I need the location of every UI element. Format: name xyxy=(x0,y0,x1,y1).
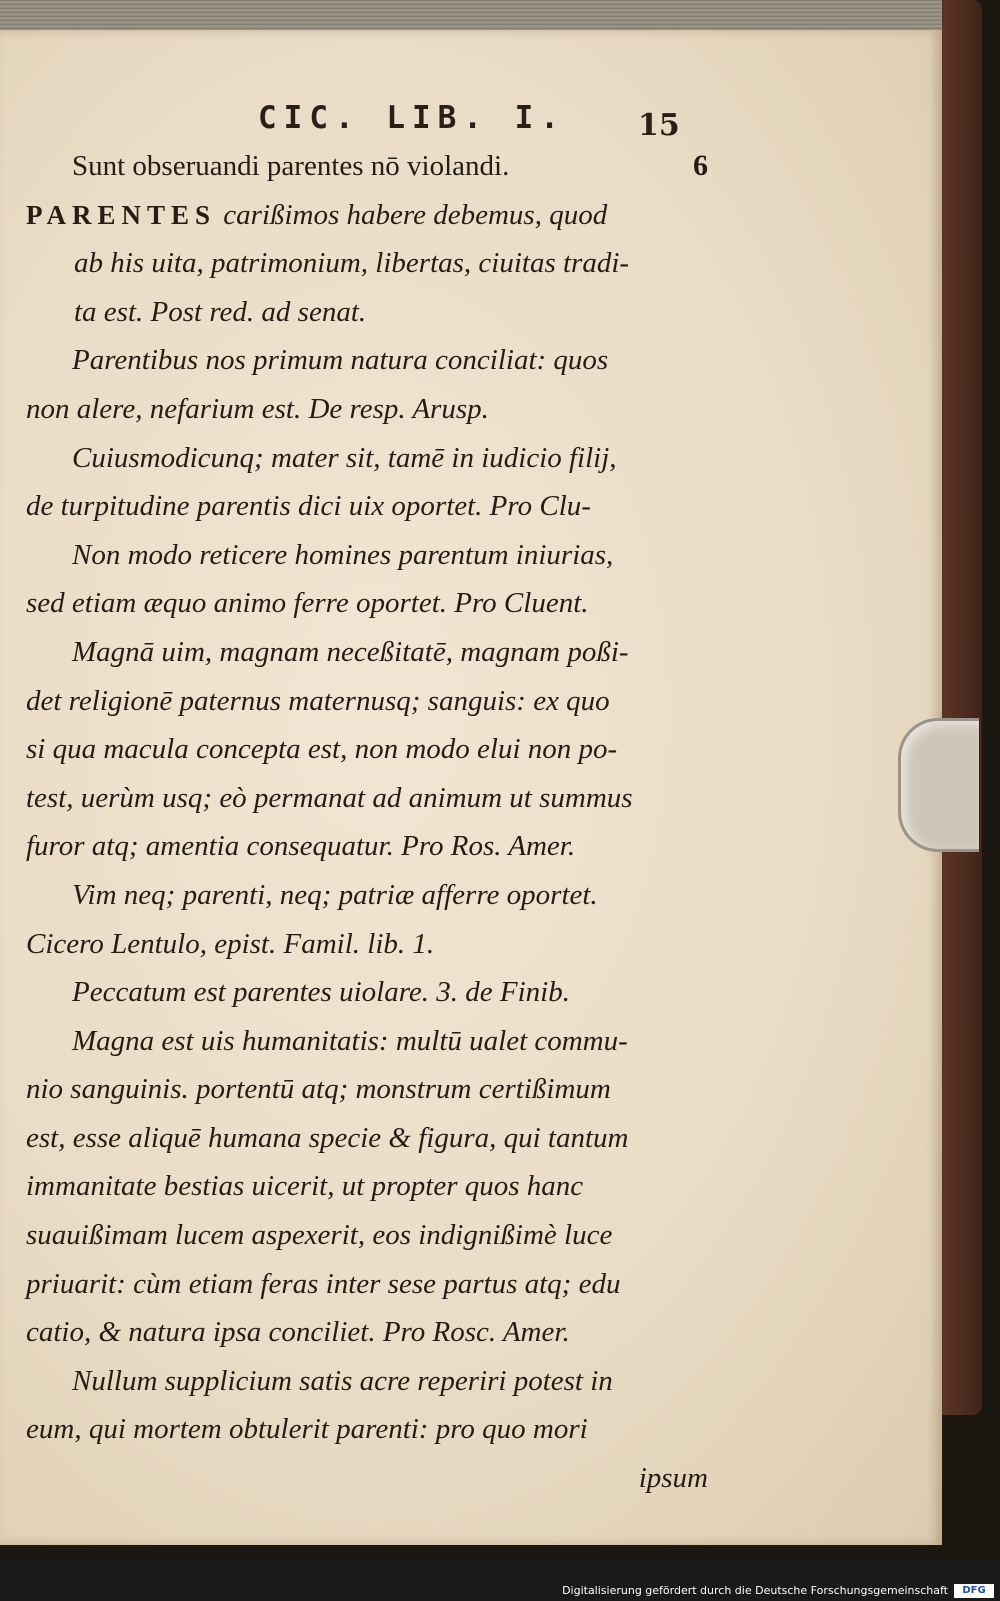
page-number: 15 xyxy=(638,108,680,143)
line-text: Sunt obseruandi parentes nō violandi. xyxy=(72,150,510,182)
line-text: Cuiusmodicunq; mater sit, tamē in iudicio filij, xyxy=(72,441,617,474)
text-line xyxy=(26,142,716,191)
line-text: non alere, nefarium est. De resp. Arusp. xyxy=(26,392,489,425)
line-text: ab his uita, patrimonium, libertas, ciuitas tradi- xyxy=(74,247,630,280)
text-line xyxy=(26,968,716,1017)
line-text: Non modo reticere homines parentum iniurias, xyxy=(72,538,614,571)
initial-caps-word: PARENTES xyxy=(26,199,217,230)
text-line xyxy=(26,822,716,871)
text-line xyxy=(26,1114,716,1163)
line-text: Magna est uis humanitatis: multū ualet commu- xyxy=(72,1024,628,1057)
line-text: furor atq; amentia consequatur. Pro Ros. Amer. xyxy=(26,830,576,863)
text-line xyxy=(26,579,716,628)
line-text: Parentibus nos primum natura conciliat: quos xyxy=(72,344,609,377)
text-line xyxy=(26,1162,716,1211)
text-line xyxy=(26,336,716,385)
footer-bar xyxy=(0,1559,1000,1601)
signature-mark: 6 xyxy=(693,149,708,182)
line-text: det religionē paternus maternusq; sanguis: ex quo xyxy=(26,684,610,717)
text-line xyxy=(26,434,716,483)
text-line xyxy=(26,288,716,337)
running-head: CIC. LIB. I. xyxy=(258,100,566,136)
line-text: priuarit: cùm etiam feras inter sese partus atq; edu xyxy=(26,1267,621,1300)
footer-credit: Digitalisierung gefördert durch die Deutsche Forschungsgemeinschaft xyxy=(562,1584,948,1597)
text-line xyxy=(26,1211,716,1260)
text-line xyxy=(26,531,716,580)
text-line xyxy=(26,677,716,726)
text-line xyxy=(26,385,716,434)
text-line: PARENTES carißimos habere debemus, quod xyxy=(26,198,608,231)
line-text: test, uerùm usq; eò permanat ad animum ut summus xyxy=(26,781,633,814)
line-text: nio sanguinis. portentū atq; monstrum certißimum xyxy=(26,1073,611,1106)
text-line xyxy=(26,774,716,823)
text-line xyxy=(26,1308,716,1357)
text-line xyxy=(26,1017,716,1066)
page-clip xyxy=(898,718,979,852)
text-line xyxy=(26,1405,716,1454)
text-line xyxy=(26,1260,716,1309)
line-text: Cicero Lentulo, epist. Famil. lib. 1. xyxy=(26,927,435,960)
text-line xyxy=(26,482,716,531)
dfg-logo: DFG xyxy=(954,1584,994,1598)
line-text: Vim neq; parenti, neq; patriæ afferre oportet. xyxy=(72,878,598,911)
line-text: Magnā uim, magnam neceßitatē, magnam poßi- xyxy=(72,635,629,668)
line-text: est, esse aliquē humana specie & figura, qui tantum xyxy=(26,1121,629,1154)
line-text: si qua macula concepta est, non modo elui non po- xyxy=(26,733,618,766)
text-line xyxy=(26,920,716,969)
line-text: sed etiam æquo animo ferre oportet. Pro Cluent. xyxy=(26,587,589,620)
line-text: Peccatum est parentes uiolare. 3. de Finib. xyxy=(72,976,570,1009)
text-line xyxy=(26,1454,716,1503)
line-text: immanitate bestias uicerit, ut propter quos hanc xyxy=(26,1170,584,1203)
line-text: eum, qui mortem obtulerit parenti: pro quo mori xyxy=(26,1413,588,1446)
text-line xyxy=(26,628,716,677)
text-line xyxy=(26,871,716,920)
text-body xyxy=(26,142,716,1503)
line-text: suauißimam lucem aspexerit, eos indignißimè luce xyxy=(26,1219,613,1252)
line-text: de turpitudine parentis dici uix oportet. Pro Clu- xyxy=(26,490,591,523)
text-line xyxy=(26,725,716,774)
text-line xyxy=(26,239,716,288)
catchword: ipsum xyxy=(638,1462,708,1495)
line-text: ta est. Post red. ad senat. xyxy=(74,295,367,328)
line-text: catio, & natura ipsa conciliet. Pro Rosc. Amer. xyxy=(26,1316,570,1349)
line-text: Nullum supplicium satis acre reperiri potest in xyxy=(72,1364,613,1397)
text-line xyxy=(26,1357,716,1406)
text-line xyxy=(26,1065,716,1114)
